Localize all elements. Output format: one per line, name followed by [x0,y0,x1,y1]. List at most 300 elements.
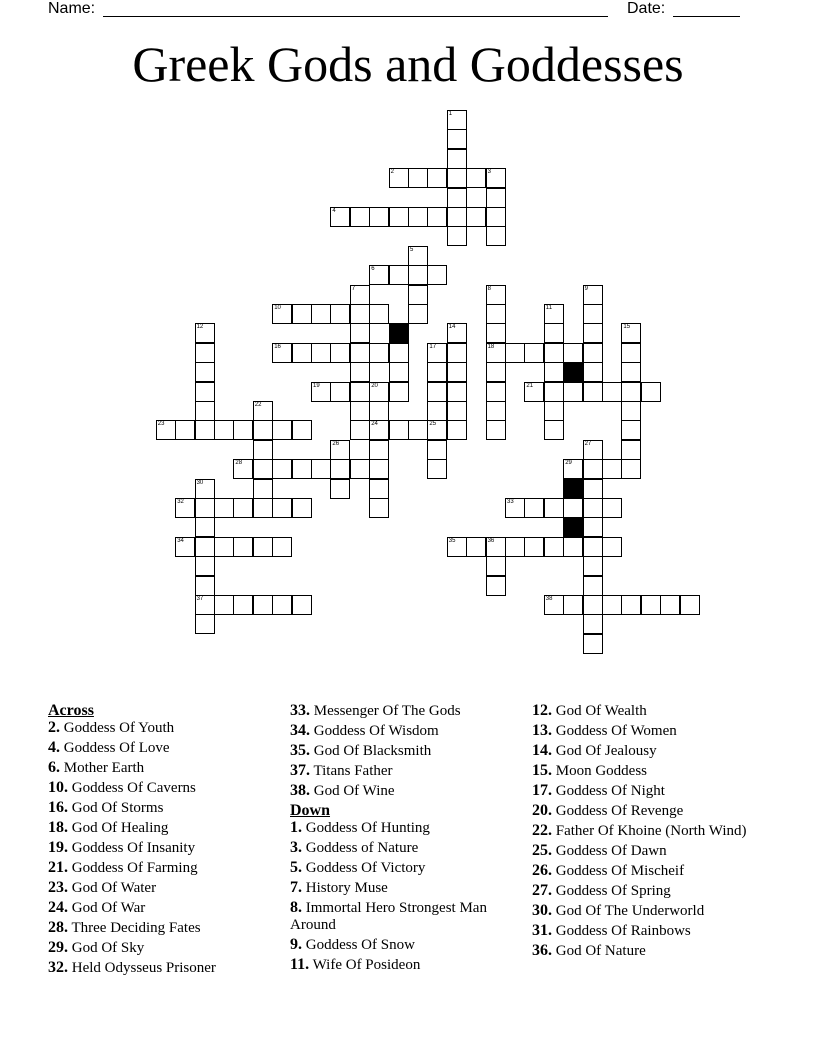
grid-cell[interactable] [427,401,447,421]
grid-cell[interactable] [486,188,506,208]
grid-cell[interactable] [272,304,292,324]
grid-cell[interactable] [369,420,389,440]
clue-number: 17 [429,343,437,350]
clue-item-text: God Of The Underworld [552,903,705,919]
grid-cell[interactable] [253,595,273,615]
clue-item-text: Goddess Of Mischeif [552,863,685,879]
grid-cell[interactable] [621,459,641,479]
clue-number: 34 [177,537,184,544]
clue-number: 35 [448,537,456,544]
clue-item-text: Goddess Of Youth [60,720,175,736]
clue-number: 1 [448,111,453,117]
grid-cell[interactable] [544,343,564,363]
clue-item [290,782,522,800]
grid-cell[interactable] [621,595,641,615]
grid-cell[interactable] [272,420,292,440]
grid-cell[interactable] [447,343,467,363]
clue-item-text: Goddess Of Revenge [552,803,684,819]
grid-cell[interactable] [583,459,603,479]
grid-cell[interactable] [292,459,312,479]
clue-item-number: 7. [290,879,302,896]
grid-cell[interactable] [408,420,428,440]
grid-cell[interactable] [641,382,661,402]
clue-item [532,702,764,720]
grid-cell[interactable] [544,304,564,324]
grid-cell[interactable] [486,304,506,324]
grid-cell[interactable] [292,304,312,324]
clue-item [290,899,522,934]
clue-number: 36 [487,537,495,544]
clue-item-number: 31. [532,922,552,939]
grid-cell[interactable] [621,343,641,363]
grid-cell[interactable] [447,110,467,130]
grid-cell[interactable] [486,537,506,557]
grid-cell[interactable] [544,362,564,382]
grid-cell[interactable] [524,382,544,402]
clue-item-text: Goddess of Nature [302,840,419,856]
grid-cell[interactable] [524,498,544,518]
grid-cell[interactable] [544,498,564,518]
clue-item [48,719,280,737]
grid-cell[interactable] [427,207,447,227]
grid-cell[interactable] [350,382,370,402]
grid-cell[interactable] [350,304,370,324]
grid-cell[interactable] [486,168,506,188]
grid-cell[interactable] [563,343,583,363]
grid-cell[interactable] [602,537,622,557]
clue-item-number: 19. [48,839,68,856]
grid-cell[interactable] [330,207,350,227]
grid-cell[interactable] [214,498,234,518]
grid-cell[interactable] [621,420,641,440]
grid-cell[interactable] [466,207,486,227]
grid-cell[interactable] [195,323,215,343]
clue-number: 12 [196,324,204,331]
grid-cell[interactable] [447,362,467,382]
grid-cell[interactable] [583,634,603,654]
clue-item [48,779,280,797]
grid-cell[interactable] [583,285,603,305]
grid-cell[interactable] [389,420,409,440]
grid-cell[interactable] [583,440,603,460]
grid-cell[interactable] [408,285,428,305]
grid-cell[interactable] [350,207,370,227]
grid-cell[interactable] [195,537,215,557]
grid-cell[interactable] [447,537,467,557]
clue-item-text: God Of Wine [310,783,395,799]
clue-item [532,862,764,880]
grid-cell[interactable] [292,595,312,615]
clue-item-number: 35. [290,742,310,759]
grid-cell[interactable] [253,440,273,460]
grid-cell[interactable] [466,168,486,188]
grid-cell[interactable] [544,323,564,343]
grid-cell[interactable] [292,420,312,440]
grid-cell[interactable] [272,537,292,557]
grid-cell[interactable] [195,343,215,363]
grid-cell[interactable] [350,420,370,440]
grid-cell[interactable] [408,168,428,188]
grid-cell[interactable] [330,440,350,460]
grid-cell[interactable] [156,420,176,440]
grid-cell[interactable] [486,285,506,305]
grid-cell[interactable] [292,498,312,518]
grid-cell[interactable] [350,285,370,305]
grid-cell[interactable] [389,168,409,188]
clue-number: 30 [196,479,204,486]
grid-cell[interactable] [583,576,603,596]
clue-item [48,959,280,977]
clue-item-text: Held Odysseus Prisoner [68,960,216,976]
grid-cell[interactable] [195,420,215,440]
clue-number: 38 [545,596,553,602]
grid-cell[interactable] [621,362,641,382]
grid-cell[interactable] [369,479,389,499]
grid-cell[interactable] [253,537,273,557]
grid-cell[interactable] [195,498,215,518]
grid-cell[interactable] [195,479,215,499]
grid-cell[interactable] [408,246,428,266]
clue-item-text: Immortal Hero Strongest Man Around [290,900,487,933]
grid-cell[interactable] [253,479,273,499]
clue-item [532,942,764,960]
grid-cell[interactable] [233,595,253,615]
grid-cell[interactable] [214,595,234,615]
grid-cell[interactable] [389,207,409,227]
grid-cell[interactable] [253,498,273,518]
grid-cell[interactable] [195,576,215,596]
clue-item-text: Goddess Of Caverns [68,780,196,796]
grid-block [563,479,583,499]
grid-cell[interactable] [408,207,428,227]
grid-cell[interactable] [408,304,428,324]
grid-cell[interactable] [233,537,253,557]
grid-cell[interactable] [680,595,700,615]
grid-cell[interactable] [544,420,564,440]
clue-item [532,842,764,860]
grid-cell[interactable] [350,401,370,421]
grid-cell[interactable] [466,537,486,557]
grid-cell[interactable] [447,226,467,246]
grid-cell[interactable] [447,149,467,169]
grid-cell[interactable] [350,323,370,343]
grid-cell[interactable] [447,323,467,343]
grid-cell[interactable] [233,420,253,440]
clue-item [532,782,764,800]
clue-item [48,759,280,777]
clue-item [290,722,522,740]
clue-item-text: Goddess Of Rainbows [552,923,691,939]
grid-cell[interactable] [233,498,253,518]
grid-cell[interactable] [427,343,447,363]
grid-cell[interactable] [311,304,331,324]
grid-block [563,362,583,382]
grid-cell[interactable] [486,323,506,343]
grid-cell[interactable] [621,401,641,421]
grid-cell[interactable] [505,343,525,363]
grid-cell[interactable] [253,420,273,440]
grid-cell[interactable] [583,537,603,557]
grid-cell[interactable] [486,343,506,363]
grid-cell[interactable] [292,343,312,363]
grid-cell[interactable] [350,343,370,363]
clue-item-text: Moon Goddess [552,763,648,779]
clue-item-number: 27. [532,882,552,899]
clue-item-number: 11. [290,956,310,973]
grid-cell[interactable] [427,362,447,382]
grid-cell[interactable] [447,168,467,188]
grid-cell[interactable] [583,614,603,634]
grid-cell[interactable] [602,382,622,402]
grid-cell[interactable] [447,401,467,421]
grid-cell[interactable] [660,595,680,615]
clue-number: 10 [274,305,281,311]
clue-number: 23 [157,421,165,428]
clue-item-number: 38. [290,782,310,799]
clue-item-text: Goddess Of Wisdom [310,723,439,739]
clue-number: 8 [487,285,491,292]
clue-item-number: 3. [290,839,302,856]
grid-cell[interactable] [583,479,603,499]
grid-cell[interactable] [486,226,506,246]
grid-cell[interactable] [447,207,467,227]
grid-cell[interactable] [447,382,467,402]
grid-cell[interactable] [195,382,215,402]
grid-cell[interactable] [272,343,292,363]
clue-item [532,722,764,740]
grid-cell[interactable] [389,362,409,382]
clue-item [48,879,280,897]
clue-item-number: 15. [532,762,552,779]
grid-cell[interactable] [311,343,331,363]
clue-item-number: 21. [48,859,68,876]
grid-cell[interactable] [486,576,506,596]
clue-number: 19 [313,382,320,389]
grid-cell[interactable] [369,401,389,421]
grid-cell[interactable] [544,595,564,615]
grid-cell[interactable] [195,362,215,382]
clue-item-text: Goddess Of Dawn [552,843,667,859]
grid-cell[interactable] [253,401,273,421]
clue-item-text: God Of Healing [68,820,169,836]
clue-item [290,936,522,954]
grid-cell[interactable] [272,498,292,518]
clue-item [290,702,522,720]
grid-cell[interactable] [486,382,506,402]
grid-cell[interactable] [602,459,622,479]
grid-cell[interactable] [427,440,447,460]
clue-item-number: 37. [290,762,310,779]
grid-cell[interactable] [195,595,215,615]
grid-cell[interactable] [369,440,389,460]
grid-cell[interactable] [253,459,273,479]
grid-cell[interactable] [369,498,389,518]
grid-cell[interactable] [505,537,525,557]
clue-number: 33 [507,499,514,505]
clue-item-number: 30. [532,902,552,919]
grid-cell[interactable] [408,265,428,285]
grid-cell[interactable] [330,343,350,363]
clue-number: 27 [584,440,592,447]
clue-item-text: Goddess Of Love [60,740,170,756]
grid-cell[interactable] [350,459,370,479]
clue-number: 2 [390,169,394,176]
grid-cell[interactable] [524,537,544,557]
grid-cell[interactable] [621,323,641,343]
clue-item-text: History Muse [302,880,388,896]
clue-item-number: 33. [290,702,310,719]
clue-item [532,802,764,820]
grid-cell[interactable] [563,459,583,479]
date-label: Date: [627,0,666,17]
grid-cell[interactable] [214,537,234,557]
grid-cell[interactable] [311,459,331,479]
grid-cell[interactable] [563,595,583,615]
clue-item [532,762,764,780]
grid-cell[interactable] [447,188,467,208]
clue-item-text: God Of Nature [552,943,646,959]
clue-number: 37 [196,596,204,602]
clue-item-number: 5. [290,859,302,876]
grid-cell[interactable] [389,265,409,285]
grid-cell[interactable] [195,556,215,576]
clue-item-text: Goddess Of Spring [552,883,671,899]
grid-cell[interactable] [583,556,603,576]
clue-number: 4 [332,208,336,214]
grid-cell[interactable] [330,382,350,402]
grid-block [389,323,409,343]
name-label: Name: [48,0,96,17]
grid-cell[interactable] [195,614,215,634]
grid-cell[interactable] [583,323,603,343]
grid-cell[interactable] [486,362,506,382]
grid-cell[interactable] [563,498,583,518]
clue-item-number: 22. [532,822,552,839]
grid-cell[interactable] [427,382,447,402]
grid-cell[interactable] [544,537,564,557]
clue-number: 16 [274,343,281,350]
grid-cell[interactable] [389,382,409,402]
grid-cell[interactable] [583,498,603,518]
grid-cell[interactable] [330,459,350,479]
clue-item-text: God Of Blacksmith [310,743,432,759]
clue-item [532,922,764,940]
clue-item-text: Goddess Of Victory [302,860,426,876]
grid-cell[interactable] [350,362,370,382]
grid-cell[interactable] [427,168,447,188]
grid-cell[interactable] [621,440,641,460]
clue-item-number: 17. [532,782,552,799]
clue-item-text: Goddess Of Hunting [302,820,430,836]
grid-cell[interactable] [369,265,389,285]
clue-item-number: 28. [48,919,68,936]
clue-item-number: 36. [532,942,552,959]
grid-cell[interactable] [330,304,350,324]
grid-cell[interactable] [486,556,506,576]
clue-item-number: 23. [48,879,68,896]
grid-cell[interactable] [583,362,603,382]
clue-item-number: 16. [48,799,68,816]
clue-item-number: 10. [48,779,68,796]
grid-cell[interactable] [524,343,544,363]
grid-cell[interactable] [447,129,467,149]
grid-cell[interactable] [272,459,292,479]
grid-cell[interactable] [369,207,389,227]
clue-column-3 [532,702,764,962]
grid-cell[interactable] [583,382,603,402]
grid-cell[interactable] [427,420,447,440]
clue-item [532,902,764,920]
grid-cell[interactable] [602,498,622,518]
clue-number: 9 [584,285,588,292]
grid-cell[interactable] [272,595,292,615]
grid-cell[interactable] [447,420,467,440]
grid-cell[interactable] [389,343,409,363]
grid-cell[interactable] [563,537,583,557]
clue-item-text: God Of Wealth [552,703,647,719]
grid-cell[interactable] [175,420,195,440]
grid-cell[interactable] [486,420,506,440]
grid-cell[interactable] [486,401,506,421]
grid-cell[interactable] [311,382,331,402]
clue-item [48,839,280,857]
grid-cell[interactable] [214,420,234,440]
grid-cell[interactable] [583,517,603,537]
grid-cell[interactable] [369,459,389,479]
grid-cell[interactable] [505,498,525,518]
clue-item [290,762,522,780]
grid-cell[interactable] [563,382,583,402]
grid-cell[interactable] [544,382,564,402]
clue-item-number: 12. [532,702,552,719]
grid-cell[interactable] [583,595,603,615]
grid-cell[interactable] [427,265,447,285]
grid-cell[interactable] [602,595,622,615]
grid-cell[interactable] [369,343,389,363]
grid-cell[interactable] [369,382,389,402]
clue-item-text: Messenger Of The Gods [310,703,461,719]
grid-cell[interactable] [486,207,506,227]
clue-number: 24 [371,421,378,428]
grid-cell[interactable] [427,459,447,479]
clue-item-number: 25. [532,842,552,859]
grid-cell[interactable] [195,517,215,537]
clue-item [290,879,522,897]
grid-cell[interactable] [330,479,350,499]
grid-cell[interactable] [233,459,253,479]
grid-cell[interactable] [175,537,195,557]
grid-cell[interactable] [195,401,215,421]
clue-item [48,739,280,757]
clue-item [48,819,280,837]
clue-item-text: Goddess Of Farming [68,860,198,876]
clue-item-number: 24. [48,899,68,916]
clue-item [532,822,764,840]
grid-cell[interactable] [621,382,641,402]
clue-item-text: God Of Storms [68,800,164,816]
grid-block [563,517,583,537]
clue-item [48,799,280,817]
clue-item-number: 32. [48,959,68,976]
grid-cell[interactable] [544,401,564,421]
page-title: Greek Gods and Goddesses [132,36,684,92]
clue-number: 22 [254,402,262,408]
grid-cell[interactable] [641,595,661,615]
grid-cell[interactable] [583,343,603,363]
grid-cell[interactable] [369,304,389,324]
grid-cell[interactable] [583,304,603,324]
grid-cell[interactable] [175,498,195,518]
